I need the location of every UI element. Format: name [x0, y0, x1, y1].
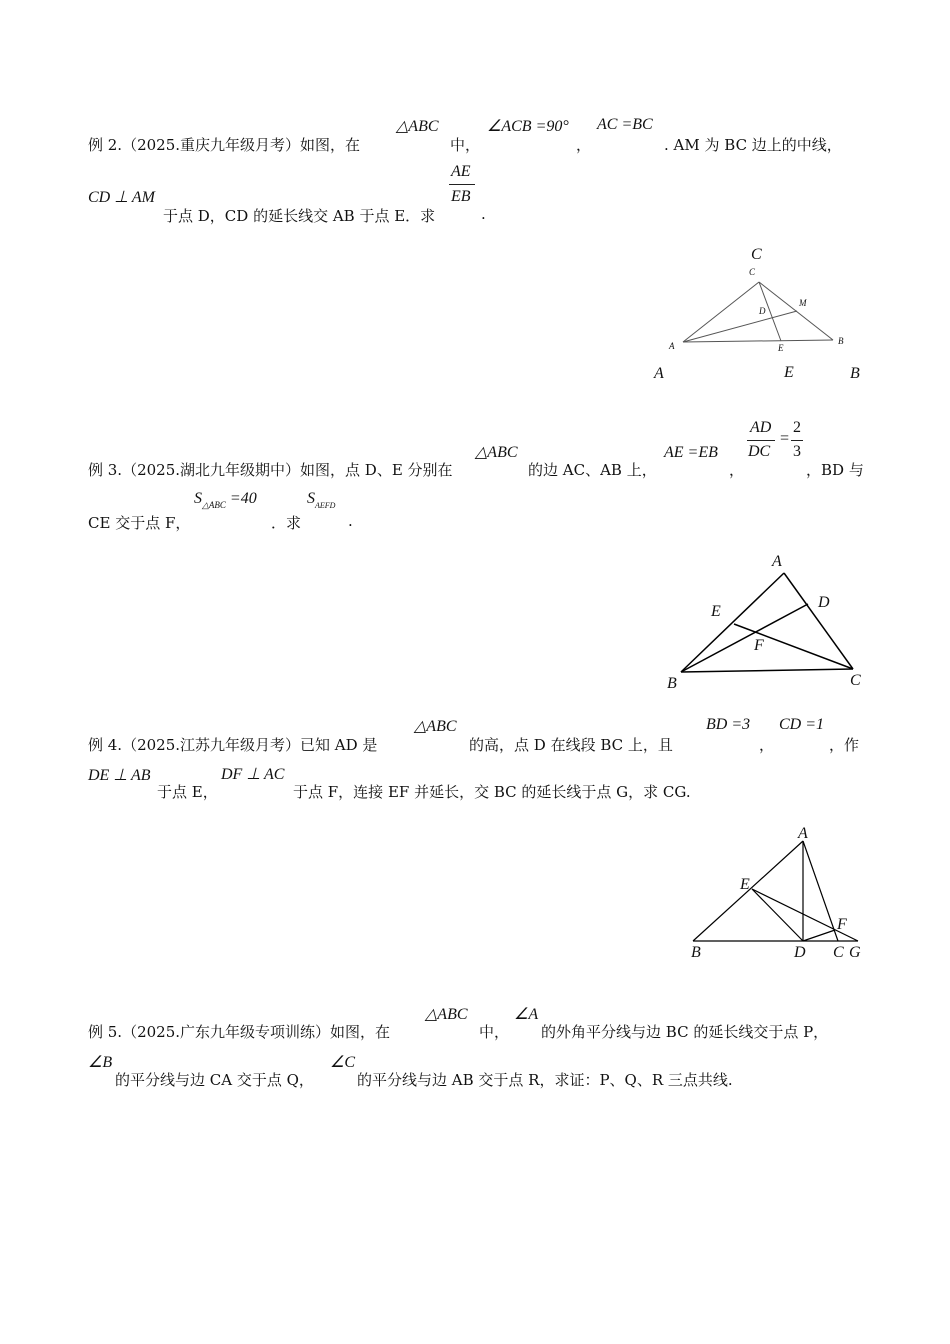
ex2-ac-bc: AC =BC [597, 116, 653, 133]
ex3-frac-num: AD [750, 419, 772, 436]
ex3-mid: 的边 AC、AB 上， [528, 461, 657, 479]
ex2-mid: 中， [450, 136, 481, 154]
ex2-label-a-big: A [654, 365, 664, 382]
ex3-comma: ， [729, 461, 745, 479]
ex4-label-f: F [837, 916, 847, 933]
ex2-label-c-small: C [749, 267, 756, 277]
ex2-cd-perp-am: CD ⊥ AM [88, 189, 155, 206]
ex4-de-perp-ab: DE ⊥ AB [88, 767, 151, 784]
ex3-s-abc: $S_{\triangle ABC} =40$ [194, 490, 257, 510]
ex5-tail: 的外角平分线与边 BC 的延长线交于点 P， [541, 1023, 829, 1041]
ex4-comma: ， [759, 736, 775, 754]
ex3-line2b: ．求 [271, 514, 302, 532]
ex4-bd: BD =3 [706, 716, 751, 733]
ex2-label-c-big: C [751, 246, 762, 263]
ex2-angle: ∠ACB =90° [487, 118, 569, 135]
ex2-label-d-small: D [759, 306, 766, 316]
ex4-line2a: 于点 E， [157, 783, 218, 801]
ex2-tail: . AM 为 BC 边上的中线， [664, 136, 842, 154]
ex2-frac-num: AE [451, 163, 471, 180]
ex4-line2b: 于点 F，连接 EF 并延长，交 BC 的延长线于点 G，求 CG. [293, 783, 691, 801]
ex3-label-c: C [850, 672, 861, 689]
ex4-tail: ，作 [829, 736, 860, 754]
ex5-line2a: 的平分线与边 CA 交于点 Q， [115, 1071, 314, 1089]
ex2-frac-den: EB [451, 188, 471, 205]
ex4-label-e: E [740, 876, 750, 893]
ex3-header: 例 3.（2025.湖北九年级期中）如图，点 D、E 分别在 [88, 461, 453, 479]
ex3-triangle: △ABC [475, 444, 518, 461]
ex4-label-b: B [691, 944, 701, 961]
ex4-triangle: △ABC [414, 718, 457, 735]
ex3-label-d: D [818, 594, 830, 611]
ex4-label-a: A [798, 825, 808, 842]
ex3-label-b: B [667, 675, 677, 692]
ex4-mid: 的高，点 D 在线段 BC 上，且 [469, 736, 673, 754]
ex4-label-c: C [833, 944, 844, 961]
ex2-label-m-small: M [799, 298, 807, 308]
ex4-label-d: D [794, 944, 806, 961]
ex2-line2: 于点 D，CD 的延长线交 AB 于点 E．求 [163, 207, 436, 225]
ex4-label-g: G [849, 944, 861, 961]
ex5-triangle: △ABC [425, 1006, 468, 1023]
ex2-label-b-big: B [850, 365, 860, 382]
ex2-label-a-small: A [669, 341, 675, 351]
ex4-df-perp-ac: DF ⊥ AC [221, 766, 285, 783]
ex4-header: 例 4.（2025.江苏九年级月考）已知 AD 是 [88, 736, 378, 754]
ex4-cd: CD =1 [779, 716, 825, 733]
ex5-angle-a: ∠A [514, 1006, 539, 1023]
ex3-line2a: CE 交于点 F， [88, 514, 191, 532]
ex5-header: 例 5.（2025.广东九年级专项训练）如图，在 [88, 1023, 391, 1041]
ex3-label-f: F [754, 637, 764, 654]
ex2-period: . [481, 205, 486, 223]
ex2-label-b-small: B [838, 336, 844, 346]
ex2-comma: ， [576, 136, 592, 154]
ex5-angle-b: ∠B [88, 1054, 113, 1071]
ex3-val-den: 3 [793, 443, 801, 460]
ex3-ae-eb: AE =EB [664, 444, 718, 461]
ex2-label-e-small: E [778, 343, 784, 353]
ex5-angle-c: ∠C [330, 1054, 356, 1071]
ex3-s-aefd: $S_{AEFD}$ [307, 490, 336, 510]
ex3-period: . [348, 512, 353, 530]
ex2-label-e-big: E [784, 364, 794, 381]
ex5-mid: 中， [479, 1023, 510, 1041]
ex2-triangle: △ABC [396, 118, 439, 135]
ex3-frac-eq: = [779, 430, 790, 447]
ex3-label-a: A [772, 553, 782, 570]
ex3-frac-den: DC [748, 443, 771, 460]
ex3-val-num: 2 [793, 419, 801, 436]
ex5-line2b: 的平分线与边 AB 交于点 R，求证：P、Q、R 三点共线. [357, 1071, 733, 1089]
ex3-tail: ，BD 与 [806, 461, 864, 479]
ex2-header: 例 2.（2025.重庆九年级月考）如图，在 [88, 136, 361, 154]
ex3-label-e: E [711, 603, 721, 620]
